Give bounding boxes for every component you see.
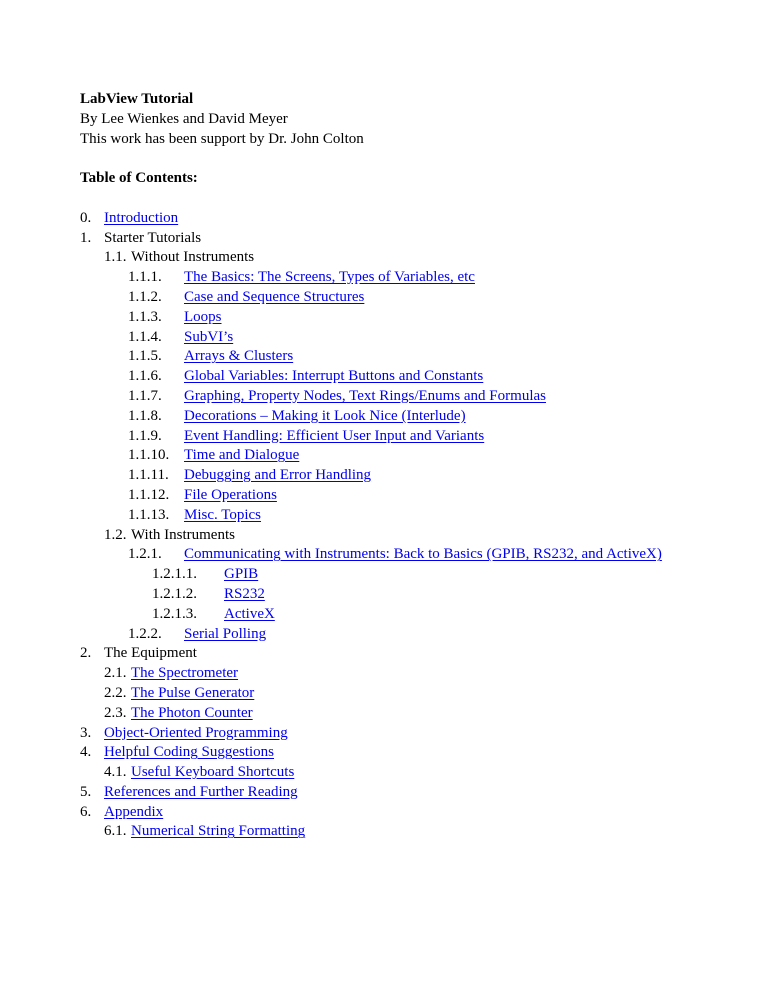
toc-entry xyxy=(80,724,740,744)
toc-entry-number: 2.2. xyxy=(104,684,127,701)
toc-entry-link[interactable]: Serial Polling xyxy=(184,625,267,642)
toc-entry-link[interactable]: Global Variables: Interrupt Buttons and Constants xyxy=(184,368,484,385)
toc-entry-label: Starter Tutorials xyxy=(104,229,202,246)
toc-entry-link[interactable]: File Operations xyxy=(184,486,277,503)
toc-entry xyxy=(80,347,740,367)
toc-entry-number: 2.3. xyxy=(104,704,127,721)
toc-entry-link[interactable]: Loops xyxy=(184,308,222,325)
toc-entry-number: 1.1. xyxy=(104,249,127,266)
toc-entry-number: 1.1.6. xyxy=(128,368,162,385)
toc-entry-link[interactable]: Object-Oriented Programming xyxy=(104,724,288,741)
toc-entry xyxy=(80,407,740,427)
toc-entry-number: 4.1. xyxy=(104,764,127,781)
toc-entry-link[interactable]: RS232 xyxy=(224,585,265,602)
toc-entry-number: 5. xyxy=(80,783,92,800)
toc-entry-number: 1.2.1. xyxy=(128,546,162,563)
toc-entry-label: With Instruments xyxy=(131,526,235,543)
toc-entry-link[interactable]: Debugging and Error Handling xyxy=(184,467,372,484)
toc-entry xyxy=(80,367,740,387)
toc-entry-link[interactable]: Introduction xyxy=(104,209,179,226)
toc-entry-number: 6.1. xyxy=(104,823,127,840)
toc-entry-number: 1.1.13. xyxy=(128,506,170,523)
toc-entry-link[interactable]: ActiveX xyxy=(224,605,275,622)
toc-entry-link[interactable]: The Spectrometer xyxy=(131,665,239,682)
toc-entry-link[interactable]: The Photon Counter xyxy=(131,704,253,721)
toc-entry-number: 2.1. xyxy=(104,665,127,682)
toc-entry-number: 1.2.1.2. xyxy=(152,585,197,602)
toc-entry xyxy=(80,585,740,605)
toc-entry xyxy=(80,763,740,783)
toc-entry-link[interactable]: Numerical String Formatting xyxy=(131,823,306,840)
toc-entry xyxy=(80,506,740,526)
toc-entry-number: 1.1.7. xyxy=(128,387,162,404)
toc-entry xyxy=(80,387,740,407)
toc-entry-number: 2. xyxy=(80,645,92,662)
toc-entry xyxy=(80,308,740,328)
toc-entry xyxy=(80,664,740,684)
toc-entry-number: 1. xyxy=(80,229,92,246)
toc-entry-number: 1.2.2. xyxy=(128,625,162,642)
toc-entry-number: 1.1.12. xyxy=(128,486,170,503)
toc-entry xyxy=(80,625,740,645)
toc-entry xyxy=(80,684,740,704)
toc-entry-number: 1.1.3. xyxy=(128,308,162,325)
toc-entry xyxy=(80,229,740,249)
toc-entry-link[interactable]: Misc. Topics xyxy=(184,506,262,523)
toc-entry xyxy=(80,545,740,565)
toc-entry xyxy=(80,565,740,585)
toc-entry xyxy=(80,466,740,486)
spacer xyxy=(80,189,740,209)
toc-entry-link[interactable]: Case and Sequence Structures xyxy=(184,288,365,305)
toc-entry xyxy=(80,783,740,803)
toc-entry-link[interactable]: Event Handling: Efficient User Input and Variants xyxy=(184,427,485,444)
toc-entry-link[interactable]: GPIB xyxy=(224,566,259,583)
toc-entry-number: 3. xyxy=(80,724,92,741)
document-support-note: This work has been support by Dr. John Colton xyxy=(80,130,364,147)
toc-entry xyxy=(80,209,740,229)
toc-entry-link[interactable]: Communicating with Instruments: Back to Basics (GPIB, RS232, and ActiveX) xyxy=(184,546,662,563)
toc-entry-number: 6. xyxy=(80,803,92,820)
toc-entry-label: The Equipment xyxy=(104,645,197,662)
toc-entry xyxy=(80,427,740,447)
toc-entry-link[interactable]: The Pulse Generator xyxy=(131,684,255,701)
toc-entry xyxy=(80,605,740,625)
document-title: LabView Tutorial xyxy=(80,91,194,107)
toc-entry-number: 1.2.1.1. xyxy=(152,566,197,583)
toc-entry-number: 1.2. xyxy=(104,526,127,543)
toc-entry xyxy=(80,803,740,823)
toc-entry-number: 1.1.1. xyxy=(128,269,162,286)
toc-entry-number: 1.1.4. xyxy=(128,328,162,345)
toc-entry-number: 1.1.8. xyxy=(128,407,162,424)
toc-entry-number: 1.1.11. xyxy=(128,467,169,484)
toc-entry-number: 1.1.5. xyxy=(128,348,162,365)
toc-entry-label: Without Instruments xyxy=(131,249,255,266)
toc-entry-link[interactable]: Useful Keyboard Shortcuts xyxy=(131,764,295,781)
toc-entry-number: 4. xyxy=(80,744,92,761)
toc-entry-number: 1.1.2. xyxy=(128,288,162,305)
toc-entry-link[interactable]: Decorations – Making it Look Nice (Interlude) xyxy=(184,407,466,424)
toc-entry-number: 1.1.9. xyxy=(128,427,162,444)
toc-entry-link[interactable]: Helpful Coding Suggestions xyxy=(104,744,275,761)
toc-entry-number: 1.1.10. xyxy=(128,447,170,464)
toc-entry-link[interactable]: Graphing, Property Nodes, Text Rings/Enums and Formulas xyxy=(184,387,546,404)
toc-entry xyxy=(80,268,740,288)
toc-entry-link[interactable]: The Basics: The Screens, Types of Variables, etc xyxy=(184,269,475,286)
toc-entry xyxy=(80,704,740,724)
toc-entry-link[interactable]: Appendix xyxy=(104,803,164,820)
toc-entry xyxy=(80,288,740,308)
toc-entry xyxy=(80,644,740,664)
toc-entry-link[interactable]: Arrays & Clusters xyxy=(184,348,294,365)
toc-entry xyxy=(80,248,740,268)
toc-entry xyxy=(80,822,740,842)
toc-entry-link[interactable]: Time and Dialogue xyxy=(184,447,300,464)
toc-entry-number: 1.2.1.3. xyxy=(152,605,197,622)
toc-entry-number: 0. xyxy=(80,209,92,226)
document-authors: By Lee Wienkes and David Meyer xyxy=(80,110,288,127)
toc-heading: Table of Contents: xyxy=(80,170,198,187)
toc-entry xyxy=(80,743,740,763)
toc-entry xyxy=(80,526,740,546)
table-of-contents xyxy=(80,209,740,843)
toc-entry xyxy=(80,486,740,506)
document-page xyxy=(80,90,740,842)
toc-entry xyxy=(80,446,740,466)
spacer xyxy=(80,149,740,169)
toc-entry-link[interactable]: References and Further Reading xyxy=(104,783,298,800)
toc-entry xyxy=(80,328,740,348)
toc-entry-link[interactable]: SubVI’s xyxy=(184,328,234,345)
